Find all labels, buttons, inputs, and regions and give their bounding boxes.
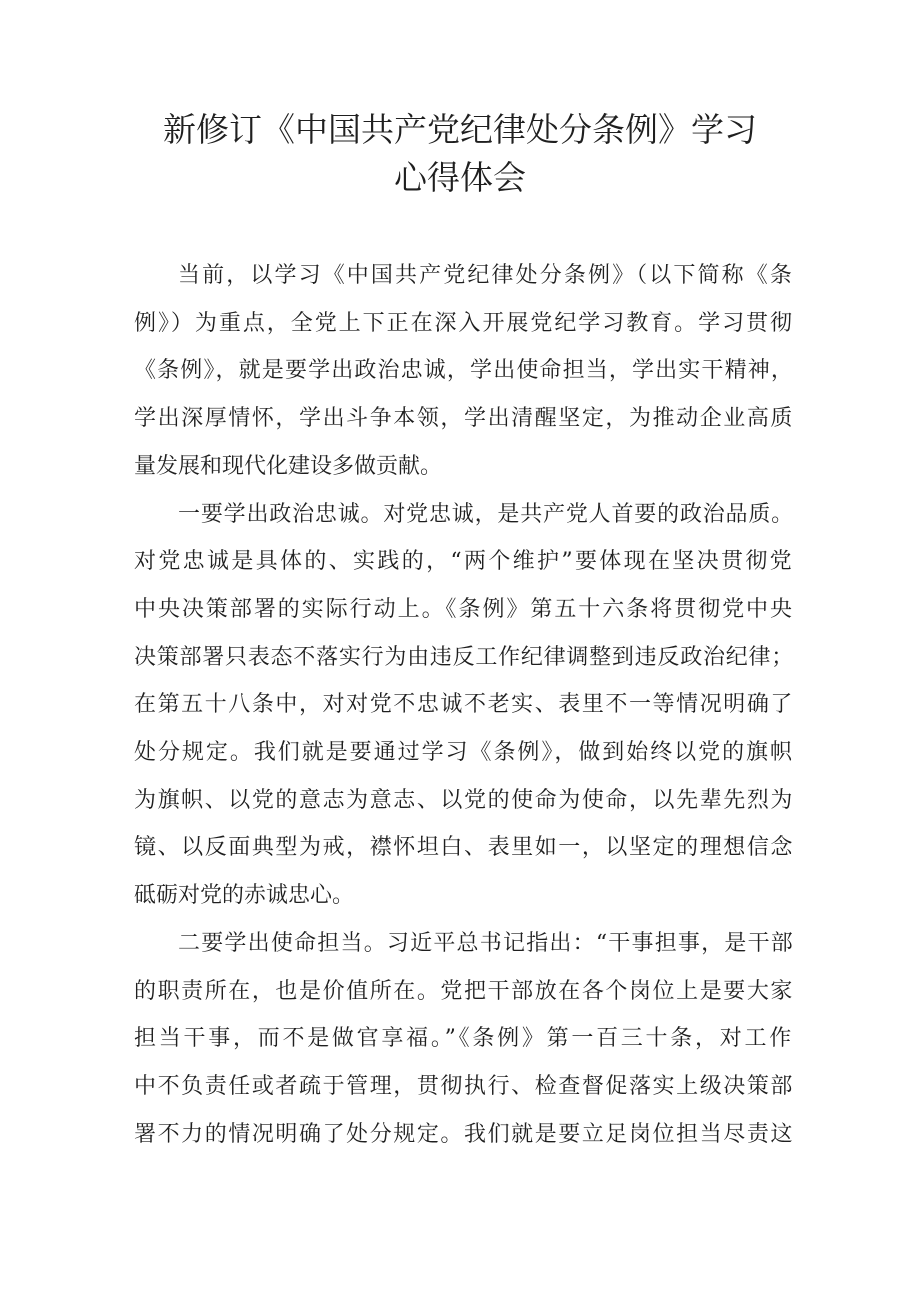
document-title-line-2: 心得体会 (394, 158, 526, 197)
text-line: 对党忠诚是具体的、实践的，“两个维护”要体现在坚决贯彻党 (134, 549, 794, 575)
document-body (134, 252, 794, 1158)
text-line: 决策部署只表态不落实行为由违反工作纪律调整到违反政治纪律； (134, 644, 794, 670)
paragraph-mission-responsibility (134, 920, 794, 1159)
text-line: 学出深厚情怀，学出斗争本领，学出清醒坚定，为推动企业高质 (134, 406, 794, 432)
paragraph-political-loyalty (134, 491, 794, 920)
document-title-line-1: 新修订《中国共产党纪律处分条例》学习 (163, 110, 757, 149)
text-line: 例》）为重点，全党上下正在深入开展党纪学习教育。学习贯彻 (134, 310, 794, 336)
text-line: 在第五十八条中，对对党不忠诚不老实、表里不一等情况明确了 (134, 692, 794, 718)
text-line: 砥砺对党的赤诚忠心。 (134, 883, 355, 909)
text-line: 《条例》，就是要学出政治忠诚，学出使命担当，学出实干精神， (134, 358, 794, 384)
text-line: 量发展和现代化建设多做贡献。 (134, 453, 443, 479)
text-line: 的职责所在，也是价值所在。党把干部放在各个岗位上是要大家 (134, 978, 794, 1004)
text-line: 镜、以反面典型为戒，襟怀坦白、表里如一，以坚定的理想信念 (134, 835, 794, 861)
text-line: 署不力的情况明确了处分规定。我们就是要立足岗位担当尽责这 (134, 1121, 794, 1147)
text-line: 中不负责任或者疏于管理，贯彻执行、检查督促落实上级决策部 (134, 1073, 794, 1099)
text-line: 处分规定。我们就是要通过学习《条例》，做到始终以党的旗帜 (134, 740, 794, 766)
text-line: 当前，以学习《中国共产党纪律处分条例》（以下简称《条 (178, 263, 794, 288)
paragraph-intro (134, 252, 794, 491)
text-line: 一要学出政治忠诚。对党忠诚，是共产党人首要的政治品质。 (178, 501, 794, 527)
text-line: 中央决策部署的实际行动上。《条例》第五十六条将贯彻党中央 (134, 596, 794, 622)
text-line: 担当干事，而不是做官享福。”《条例》第一百三十条，对工作 (134, 1026, 794, 1052)
text-line: 二要学出使命担当。习近平总书记指出：“干事担事，是干部 (178, 930, 794, 956)
text-line: 为旗帜、以党的意志为意志、以党的使命为使命，以先辈先烈为 (134, 787, 794, 813)
